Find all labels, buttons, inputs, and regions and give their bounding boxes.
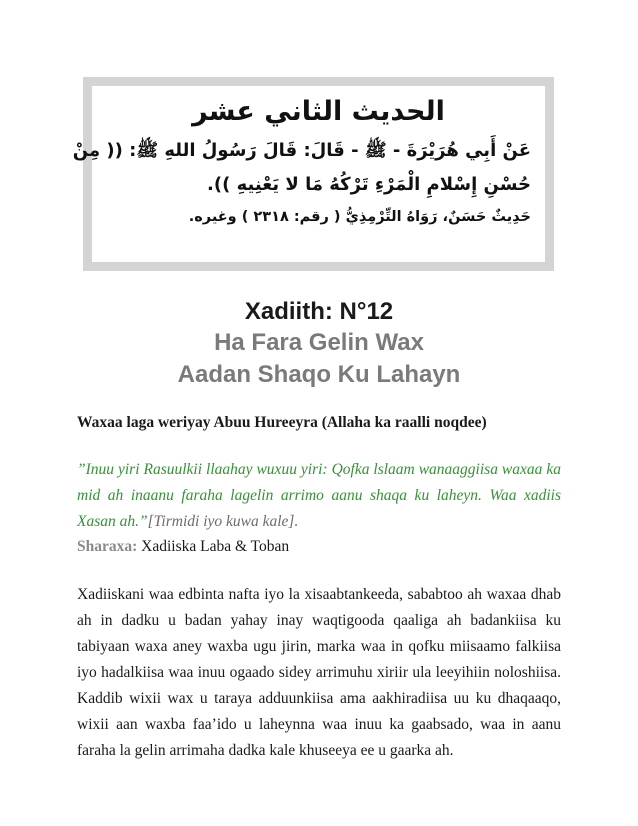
arabic-line-3: حَدِيثٌ حَسَنٌ، رَوَاهُ التِّرْمِذِيُّ ( رقم: ٢٣١٨ ) وغيره. <box>188 209 531 225</box>
hadith-arabic-image <box>72 77 554 271</box>
narrator-line: Waxaa laga weriyay Abuu Hureeyra (Allaha ka raalli noqdee) <box>77 414 487 431</box>
arabic-line-1: عَنْ أَبِي هُرَيْرَةَ - ﷺ - قَالَ: قَالَ رَسُولُ اللهِ ﷺ: (( مِنْ <box>72 140 531 161</box>
quote-text: ”Inuu yiri Rasuulkii llaahay wuxuu yiri: Qofka lslaam wanaaggiisa waxaa ka mid ah inaanu faraha lagelin arrimo aanu shaqa ku laheyn. Waa xadiis Xasan ah.” <box>77 461 561 530</box>
hadith-translation-quote <box>77 457 561 535</box>
arabic-line-2: حُسْنِ إِسْلامِ الْمَرْءِ تَرْكُهُ مَا لا يَعْنِيهِ )). <box>207 174 531 195</box>
hadith-title-line-2: Aadan Shaqo Ku Lahayn <box>177 361 461 388</box>
hadith-number-heading: Xadiith: N°12 <box>244 298 394 325</box>
hadith-title-line-1: Ha Fara Gelin Wax <box>214 329 424 356</box>
explanation-title: Xadiiska Laba & Toban <box>137 538 290 555</box>
explanation-heading <box>77 538 289 556</box>
explanation-label: Sharaxa: <box>77 538 138 555</box>
quote-source: [Tirmidi iyo kuwa kale]. <box>147 513 299 530</box>
explanation-paragraph: Xadiiskani waa edbinta nafta iyo la xisaabtankeeda, sababtoo ah waxaa dhab ah in dadku u badan yahay inay waqtigooda qaaliga ah badankiisa ku tabiyaan waxa aney waxba ugu jirin, marka waa in qofku miisaamo falkiisa iyo hadalkiisa waa inuu ogaado sidey arrimuhu xiriir ula leeyihiin noloshiisa. Kaddib wixii wax u taraya adduunkiisa ama aakhiradiisa uu ku dhaqaaqo, wixii aan waxba faa’ido u laheynna waa inuu ka gaabsado, waa in aanu faraha la gelin arrimaha dadka kale khuseeya ee u gaarka ah. <box>77 586 561 759</box>
arabic-title: الحديث الثاني عشر <box>192 96 445 127</box>
arabic-text-panel <box>72 86 545 262</box>
